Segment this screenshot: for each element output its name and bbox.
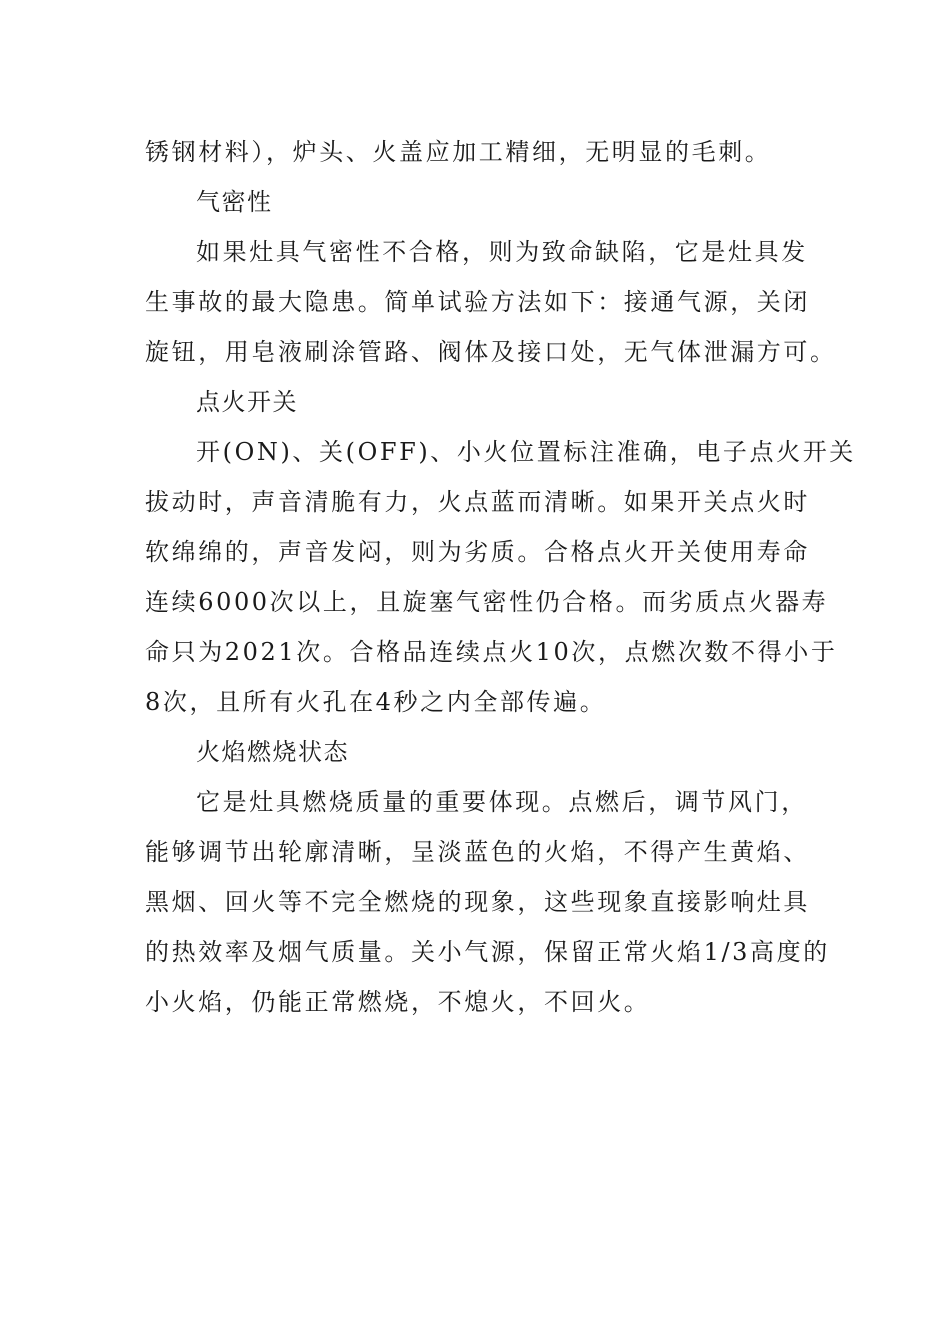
paragraph-line: 能够调节出轮廓清晰，呈淡蓝色的火焰，不得产生黄焰、 [145, 838, 810, 866]
section-heading-flame-state: 火焰燃烧状态 [196, 738, 349, 766]
paragraph-line: 开(ON)、关(OFF)、小火位置标注准确，电子点火开关 [196, 438, 856, 466]
paragraph-line: 8次，且所有火孔在4秒之内全部传遍。 [145, 688, 607, 716]
section-heading-airtightness: 气密性 [196, 188, 273, 216]
paragraph-line: 黑烟、回火等不完全燃烧的现象，这些现象直接影响灶具 [145, 888, 810, 916]
paragraph-line: 它是灶具燃烧质量的重要体现。点燃后，调节风门， [196, 788, 808, 816]
section-heading-ignition-switch: 点火开关 [196, 388, 298, 416]
paragraph-line: 旋钮，用皂液刷涂管路、阀体及接口处，无气体泄漏方可。 [145, 338, 837, 366]
paragraph-line: 命只为2021次。合格品连续点火10次，点燃次数不得小于 [145, 638, 838, 666]
paragraph-line: 小火焰，仍能正常燃烧，不熄火，不回火。 [145, 988, 651, 1016]
paragraph-line: 连续6000次以上，且旋塞气密性仍合格。而劣质点火器寿 [145, 588, 829, 616]
paragraph-line: 拔动时，声音清脆有力，火点蓝而清晰。如果开关点火时 [145, 488, 810, 516]
paragraph-line: 的热效率及烟气质量。关小气源，保留正常火焰1/3高度的 [145, 938, 830, 966]
paragraph-line: 锈钢材料），炉头、火盖应加工精细，无明显的毛刺。 [145, 138, 772, 166]
paragraph-line: 如果灶具气密性不合格，则为致命缺陷，它是灶具发 [196, 238, 808, 266]
paragraph-line: 生事故的最大隐患。简单试验方法如下：接通气源，关闭 [145, 288, 810, 316]
paragraph-line: 软绵绵的，声音发闷，则为劣质。合格点火开关使用寿命 [145, 538, 810, 566]
